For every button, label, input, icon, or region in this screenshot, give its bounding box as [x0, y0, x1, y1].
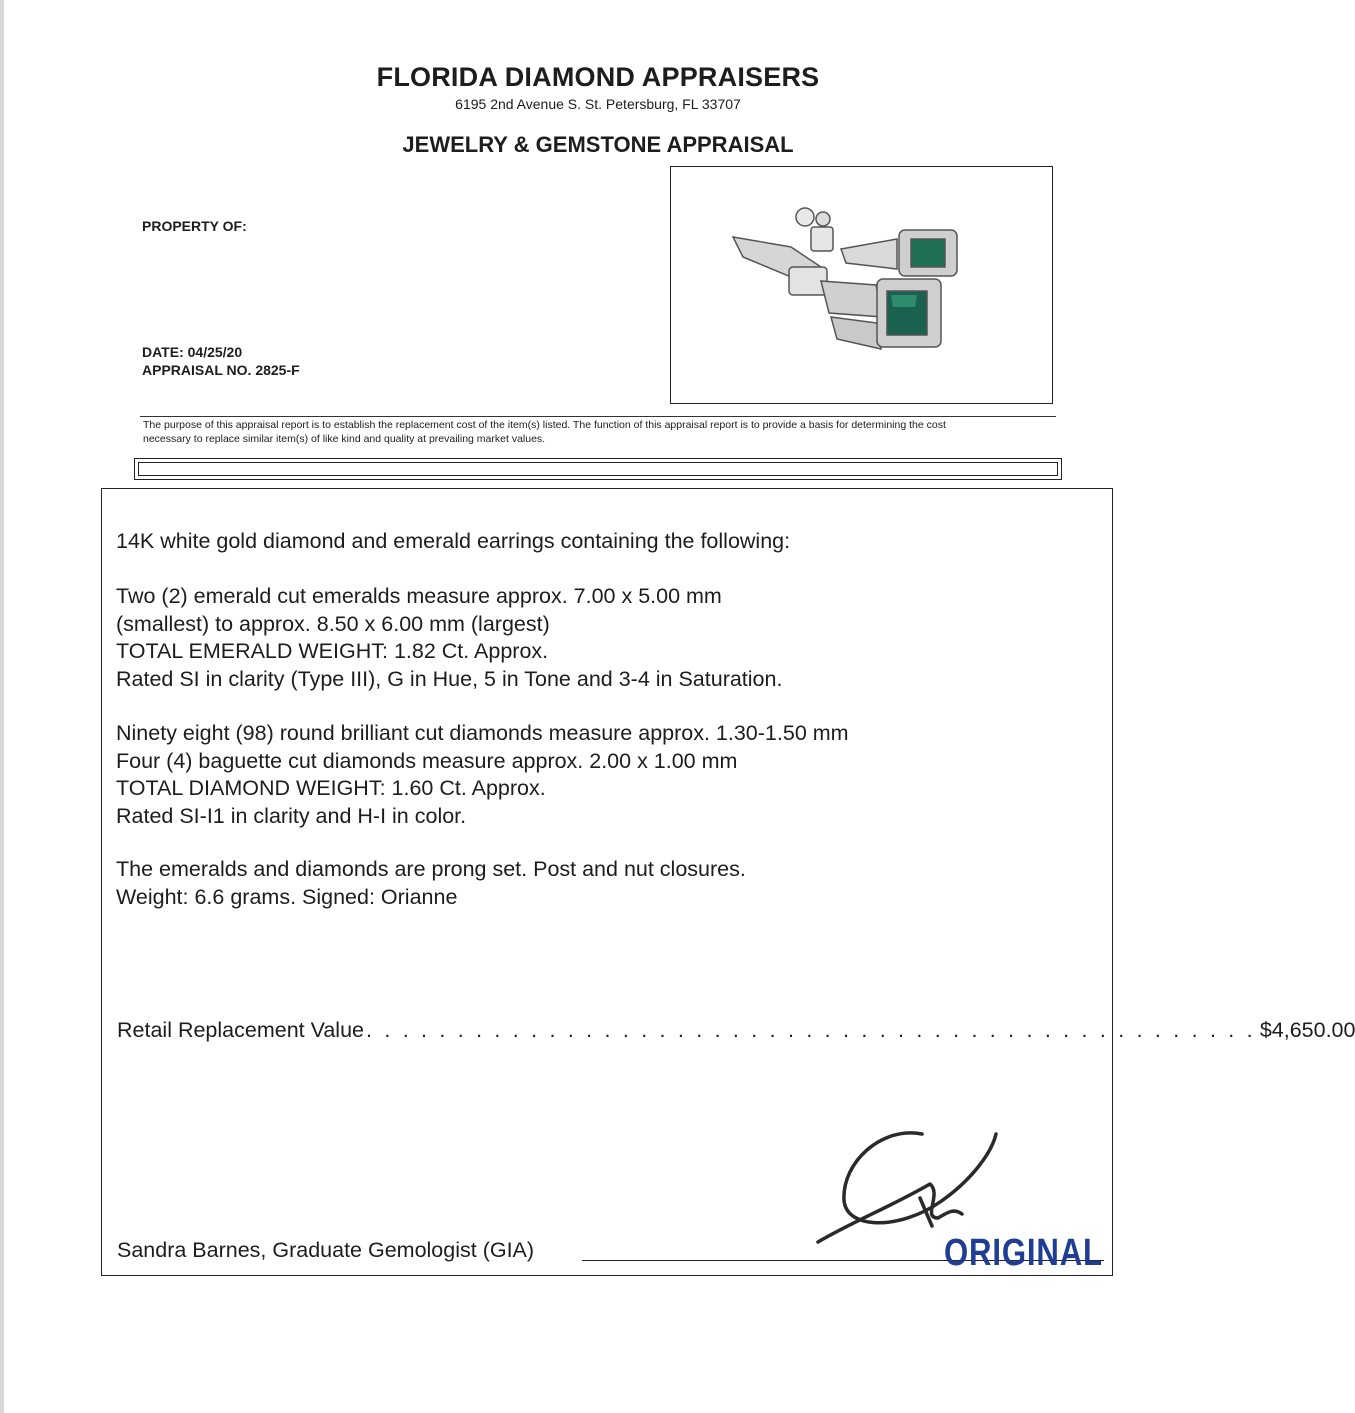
valuation-leader-dots: . . . . . . . . . . . . . . . . . . . . . . . . . . . . . . . . . . . . . . . . . . . . . . . . . [366, 1018, 1256, 1042]
frame-bar-inner [138, 462, 1058, 476]
purpose-line-2: necessary to replace similar item(s) of like kind and quality at prevailing market values. [143, 433, 546, 445]
setting-line: The emeralds and diamonds are prong set. Post and nut closures. [116, 857, 746, 881]
diamond-line: TOTAL DIAMOND WEIGHT: 1.60 Ct. Approx. [116, 776, 546, 800]
setting-line: Weight: 6.6 grams. Signed: Orianne [116, 884, 458, 909]
purpose-line-1: The purpose of this appraisal report is to establish the replacement cost of the item(s) listed. The function of this appraisal report is to provide a basis for determining the cost [143, 419, 946, 431]
purpose-statement [143, 418, 1063, 446]
appraiser-signature-name: Sandra Barnes, Graduate Gemologist (GIA) [117, 1238, 535, 1262]
document-title: JEWELRY & GEMSTONE APPRAISAL [402, 132, 794, 157]
date-line: DATE: 04/25/20 [142, 344, 243, 360]
diamond-details [116, 720, 849, 830]
item-intro: 14K white gold diamond and emerald earrings containing the following: [116, 529, 791, 553]
appraisal-number: APPRAISAL NO. 2825-F [142, 362, 300, 378]
emerald-earrings-photo [671, 167, 1052, 403]
emerald-details [116, 583, 782, 693]
emerald-line: (smallest) to approx. 8.50 x 6.00 mm (largest) [116, 611, 550, 636]
item-photo [670, 166, 1053, 404]
valuation-label: Retail Replacement Value [117, 1018, 364, 1042]
diamond-line: Four (4) baguette cut diamonds measure approx. 2.00 x 1.00 mm [116, 748, 738, 773]
company-address: 6195 2nd Avenue S. St. Petersburg, FL 33707 [455, 96, 741, 112]
decorative-frame-bar [134, 458, 1062, 480]
valuation-row [117, 1018, 1355, 1043]
purpose-divider [140, 416, 1056, 417]
setting-details [116, 856, 746, 911]
emerald-line: TOTAL EMERALD WEIGHT: 1.82 Ct. Approx. [116, 639, 549, 663]
emerald-line: Two (2) emerald cut emeralds measure approx. 7.00 x 5.00 mm [116, 584, 722, 608]
diamond-line: Ninety eight (98) round brilliant cut diamonds measure approx. 1.30-1.50 mm [116, 721, 849, 745]
emerald-line: Rated SI in clarity (Type III), G in Hue, 5 in Tone and 3-4 in Saturation. [116, 666, 783, 691]
property-of-label: PROPERTY OF: [142, 218, 247, 234]
valuation-amount: $4,650.00 [1259, 1018, 1355, 1042]
company-name: FLORIDA DIAMOND APPRAISERS [376, 62, 820, 92]
original-stamp: ORIGINAL [944, 1232, 1103, 1274]
diamond-line: Rated SI-I1 in clarity and H-I in color. [116, 803, 467, 828]
scan-edge [0, 0, 4, 1413]
